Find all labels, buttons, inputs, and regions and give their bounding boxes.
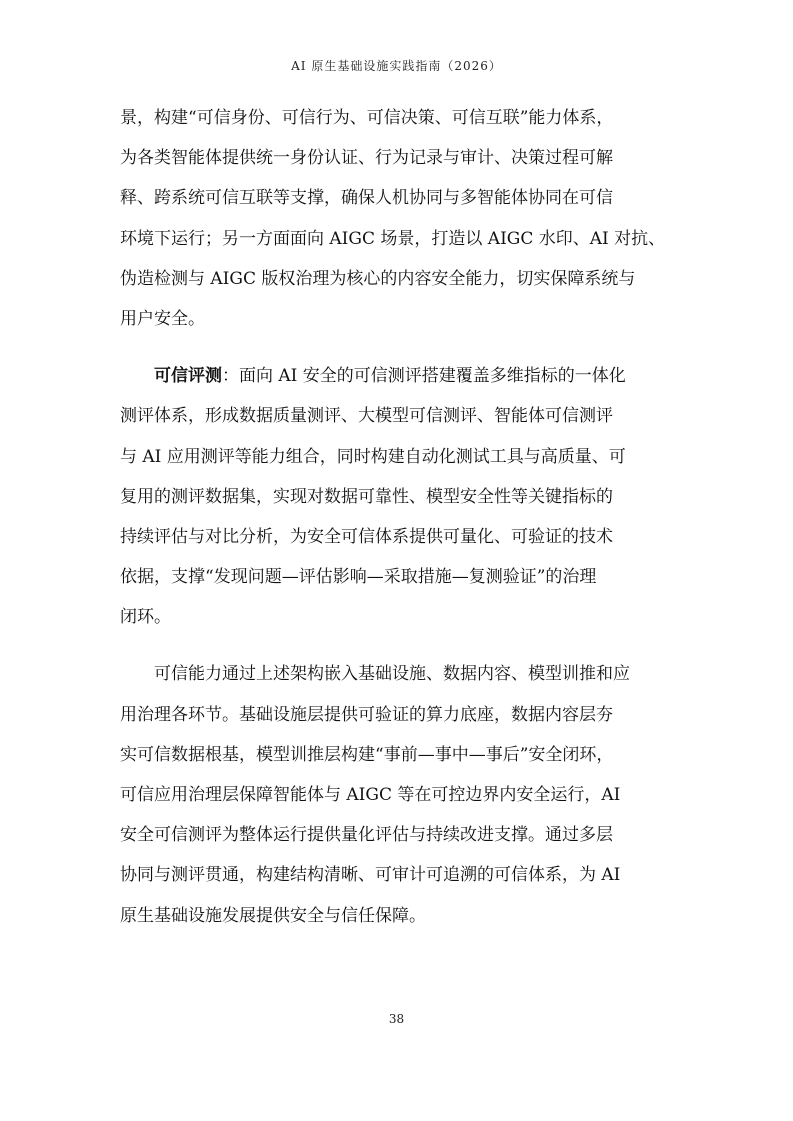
text-line-first: 可信能力通过上述架构嵌入基础设施、数据内容、模型训推和应 (154, 664, 630, 685)
text-line: 景，构建“可信身份、可信行为、可信决策、可信互联”能力体系， (120, 108, 614, 128)
text-line: 依据，支撑“发现问题—评估影响—采取措施—复测验证”的治理 (120, 567, 597, 588)
text-line: 测评体系，形成数据质量测评、大模型可信测评、智能体可信测评 (120, 406, 613, 427)
text-line: 复用的测评数据集，实现对数据可靠性、模型安全性等关键指标的 (120, 486, 613, 507)
text-line: 闭环。 (120, 607, 171, 628)
text-line: 为各类智能体提供统一身份认证、行为记录与审计、决策过程可解 (120, 148, 613, 169)
paragraph-trusted-evaluation (120, 356, 672, 637)
paragraph-trusted-interconnect (120, 98, 672, 339)
term-heading: 可信评测 (154, 366, 222, 387)
body-text (120, 98, 672, 936)
text-line: 用户安全。 (120, 308, 205, 329)
text-run: ：面向 AI 安全的可信测评搭建覆盖多维指标的一体化 (222, 366, 626, 387)
text-line: 释、跨系统可信互联等支撑，确保人机协同与多智能体协同在可信 (120, 188, 613, 209)
text-line: 用治理各环节。基础设施层提供可验证的算力底座，数据内容层夯 (120, 704, 613, 725)
page-number: 38 (388, 1012, 405, 1026)
text-line: 可信应用治理层保障智能体与 AIGC 等在可控边界内安全运行，AI (120, 785, 621, 805)
text-line: 协同与测评贯通，构建结构清晰、可审计可追溯的可信体系，为 AI (120, 865, 621, 886)
text-line-first (120, 356, 672, 396)
paragraph-summary (120, 654, 672, 935)
text-line: 环境下运行；另一方面面向 AIGC 场景，打造以 AIGC 水印、AI 对抗、 (120, 228, 666, 249)
paragraph-gap (120, 339, 672, 356)
paragraph-gap (120, 637, 672, 654)
text-line: 持续评估与对比分析，为安全可信体系提供可量化、可验证的技术 (120, 526, 613, 547)
text-line: 伪造检测与 AIGC 版权治理为核心的内容安全能力，切实保障系统与 (120, 268, 636, 289)
text-line: 与 AI 应用测评等能力组合，同时构建自动化测试工具与高质量、可 (120, 446, 626, 467)
text-line: 安全可信测评为整体运行提供量化评估与持续改进支撑。通过多层 (120, 825, 613, 846)
text-line: 实可信数据根基，模型训推层构建“事前—事中—事后”安全闭环， (120, 744, 614, 765)
text-line: 原生基础设施发展提供安全与信任保障。 (120, 905, 426, 926)
running-header: AI 原生基础设施实践指南（2026） (291, 59, 502, 73)
